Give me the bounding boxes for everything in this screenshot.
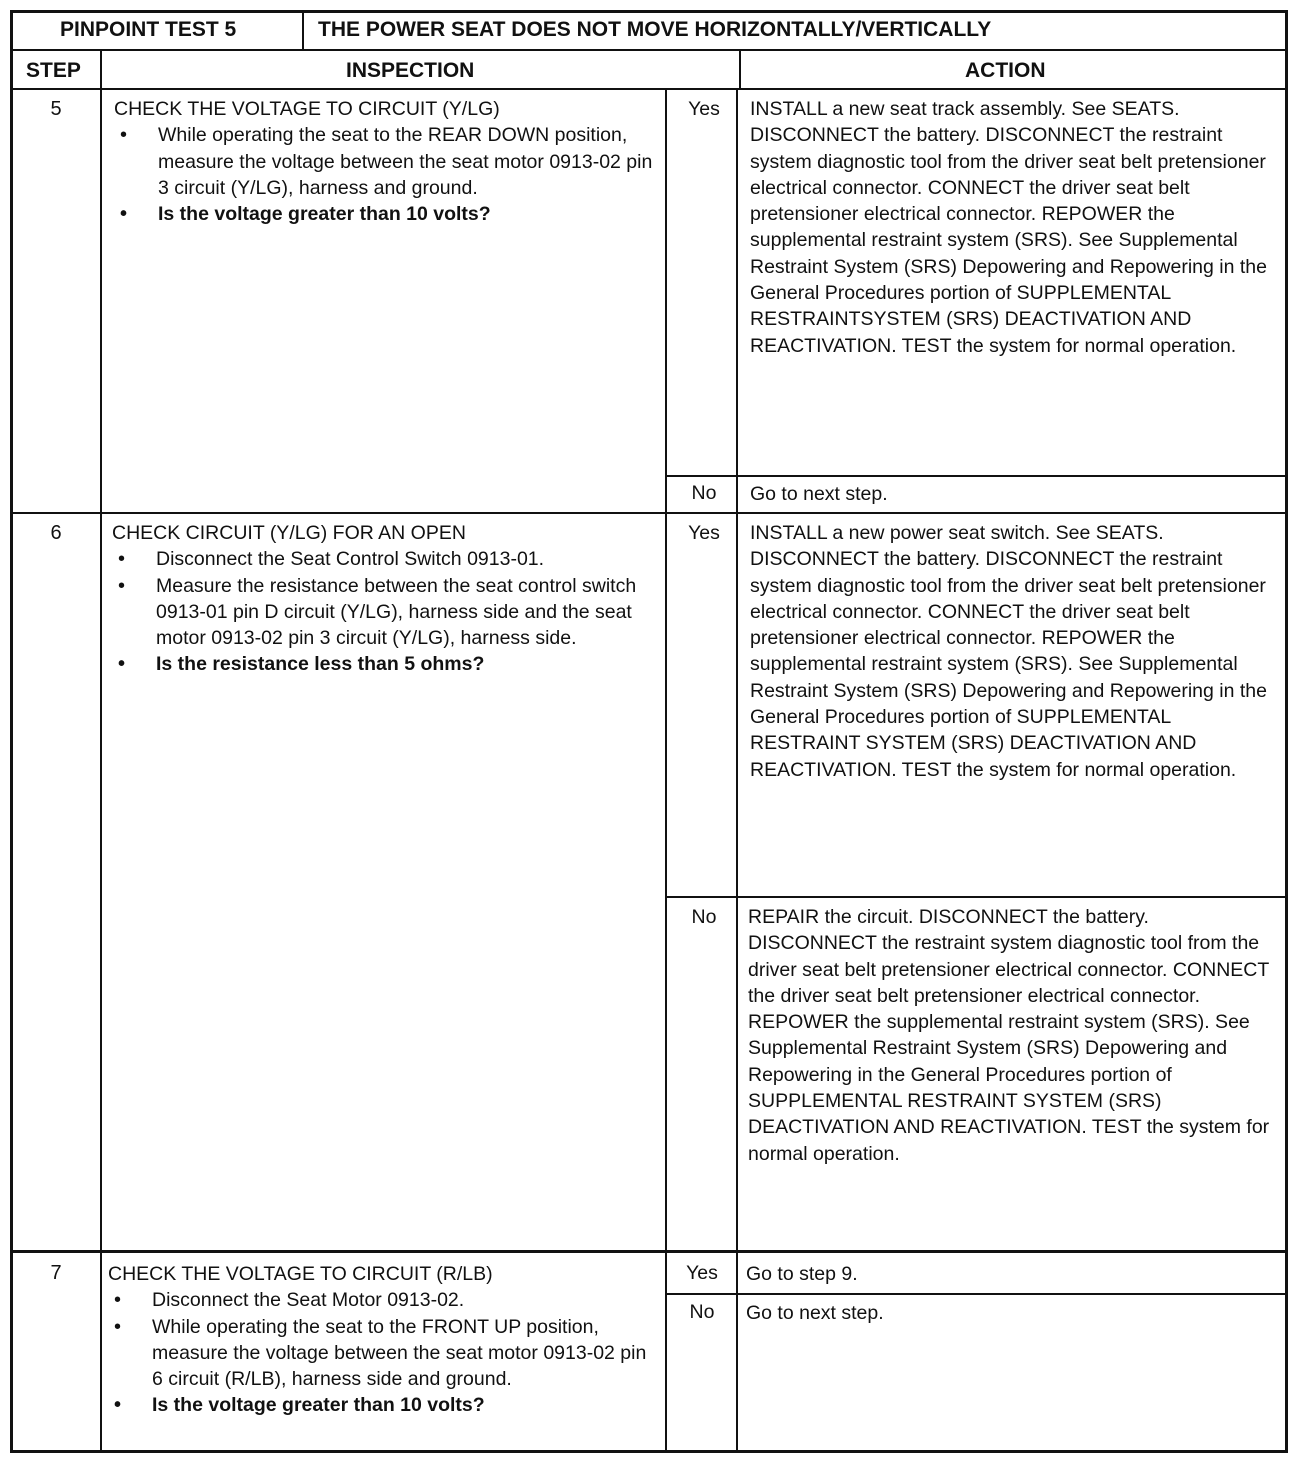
- no-label: No: [689, 1301, 715, 1323]
- step7-yn-split: [665, 1293, 1288, 1295]
- table-border-right: [1285, 10, 1288, 1453]
- no-action: Go to next step.: [746, 1302, 884, 1324]
- table-border-bottom: [10, 1450, 1288, 1453]
- col-inspection-header: INSPECTION: [346, 59, 475, 82]
- col-step-header: STEP: [26, 59, 81, 82]
- yn-col-line: [665, 90, 667, 1452]
- table-border-left: [10, 10, 13, 1453]
- inspection-cell: [114, 96, 654, 227]
- step-col-line: [100, 50, 102, 1452]
- yes-action: INSTALL a new seat track assembly. See SEATS. DISCONNECT the battery. DISCONNECT the restraint system diagnostic tool from the driver seat belt pretensioner electrical connector. CONNECT the driver seat belt pretensioner electrical connector. REPOWER the supplemental restraint system (SRS). See Supplemental Restraint System (SRS) Depowering and Repowering in the General Procedures portion of SUPPLEMENTAL RESTRAINTSYSTEM (SRS) DEACTIVATION AND REACTIVATION. TEST the system for normal operation.: [750, 98, 1267, 357]
- test-label: PINPOINT TEST 5: [60, 18, 237, 41]
- inspection-bullet: • Disconnect the Seat Motor 0913-02.: [108, 1287, 658, 1313]
- step6-yn-split: [665, 896, 1288, 898]
- inspection-title: CHECK CIRCUIT (Y/LG) FOR AN OPEN: [112, 522, 466, 544]
- header-row-bottom: [10, 88, 1288, 90]
- yes-label: Yes: [686, 1262, 718, 1284]
- col-action-header: ACTION: [965, 59, 1046, 82]
- inspection-bullet: • Disconnect the Seat Control Switch 0913-01.: [112, 546, 657, 572]
- yes-label: Yes: [688, 98, 720, 120]
- inspection-title: CHECK THE VOLTAGE TO CIRCUIT (Y/LG): [114, 98, 500, 120]
- no-label: No: [691, 482, 717, 504]
- step5-yn-split: [665, 475, 1288, 477]
- action-col-line: [736, 90, 738, 1452]
- step-number: 7: [50, 1262, 62, 1284]
- inspection-title: CHECK THE VOLTAGE TO CIRCUIT (R/LB): [108, 1263, 493, 1285]
- step-number: 5: [50, 98, 62, 120]
- yes-action: Go to step 9.: [746, 1263, 858, 1285]
- inspection-question: • Is the resistance less than 5 ohms?: [112, 651, 657, 677]
- yes-action: INSTALL a new power seat switch. See SEATS. DISCONNECT the battery. DISCONNECT the restraint system diagnostic tool from the driver seat belt pretensioner electrical connector. CONNECT the driver seat belt pretensioner electrical connector. REPOWER the supplemental restraint system (SRS). See Supplemental Restraint System (SRS) Depowering and Repowering in the General Procedures portion of SUPPLEMENTAL RESTRAINT SYSTEM (SRS) DEACTIVATION AND REACTIVATION. TEST the system for normal operation.: [750, 522, 1267, 781]
- no-action: Go to next step.: [750, 483, 888, 505]
- inspection-bullet: • While operating the seat to the FRONT UP position, measure the voltage between the seat motor 0913-02 pin 6 circuit (R/LB), harness side and ground.: [108, 1314, 658, 1393]
- inspection-bullet: • While operating the seat to the REAR DOWN position, measure the voltage between the seat motor 0913-02 pin 3 circuit (Y/LG), harness and ground.: [114, 122, 654, 201]
- yes-label: Yes: [688, 522, 720, 544]
- no-label: No: [691, 906, 717, 928]
- test-title: THE POWER SEAT DOES NOT MOVE HORIZONTALLY/VERTICALLY: [318, 18, 992, 41]
- no-action: REPAIR the circuit. DISCONNECT the battery. DISCONNECT the restraint system diagnostic tool from the driver seat belt pretensioner electrical connector. CONNECT the driver seat belt pretensioner electrical connector. REPOWER the supplemental restraint system (SRS). See Supplemental Restraint System (SRS) Depowering and Repowering in the General Procedures portion of SUPPLEMENTAL RESTRAINT SYSTEM (SRS) DEACTIVATION AND REACTIVATION. TEST the system for normal operation.: [748, 906, 1270, 1165]
- inspection-question: • Is the voltage greater than 10 volts?: [114, 201, 654, 227]
- inspection-question: • Is the voltage greater than 10 volts?: [108, 1392, 658, 1418]
- inspection-cell: [112, 520, 657, 678]
- table-border-top: [10, 10, 1288, 13]
- step6-bottom: [10, 1250, 1288, 1253]
- title-row-bottom: [10, 49, 1288, 51]
- inspection-cell: [108, 1261, 658, 1419]
- step5-bottom: [10, 512, 1288, 514]
- action-col-line-header: [739, 50, 741, 90]
- inspection-bullet: • Measure the resistance between the seat control switch 0913-01 pin D circuit (Y/LG), harness side and the seat motor 0913-02 pin 3 circuit (Y/LG), harness side.: [112, 573, 657, 652]
- step-number: 6: [50, 522, 62, 544]
- title-divider: [302, 10, 304, 50]
